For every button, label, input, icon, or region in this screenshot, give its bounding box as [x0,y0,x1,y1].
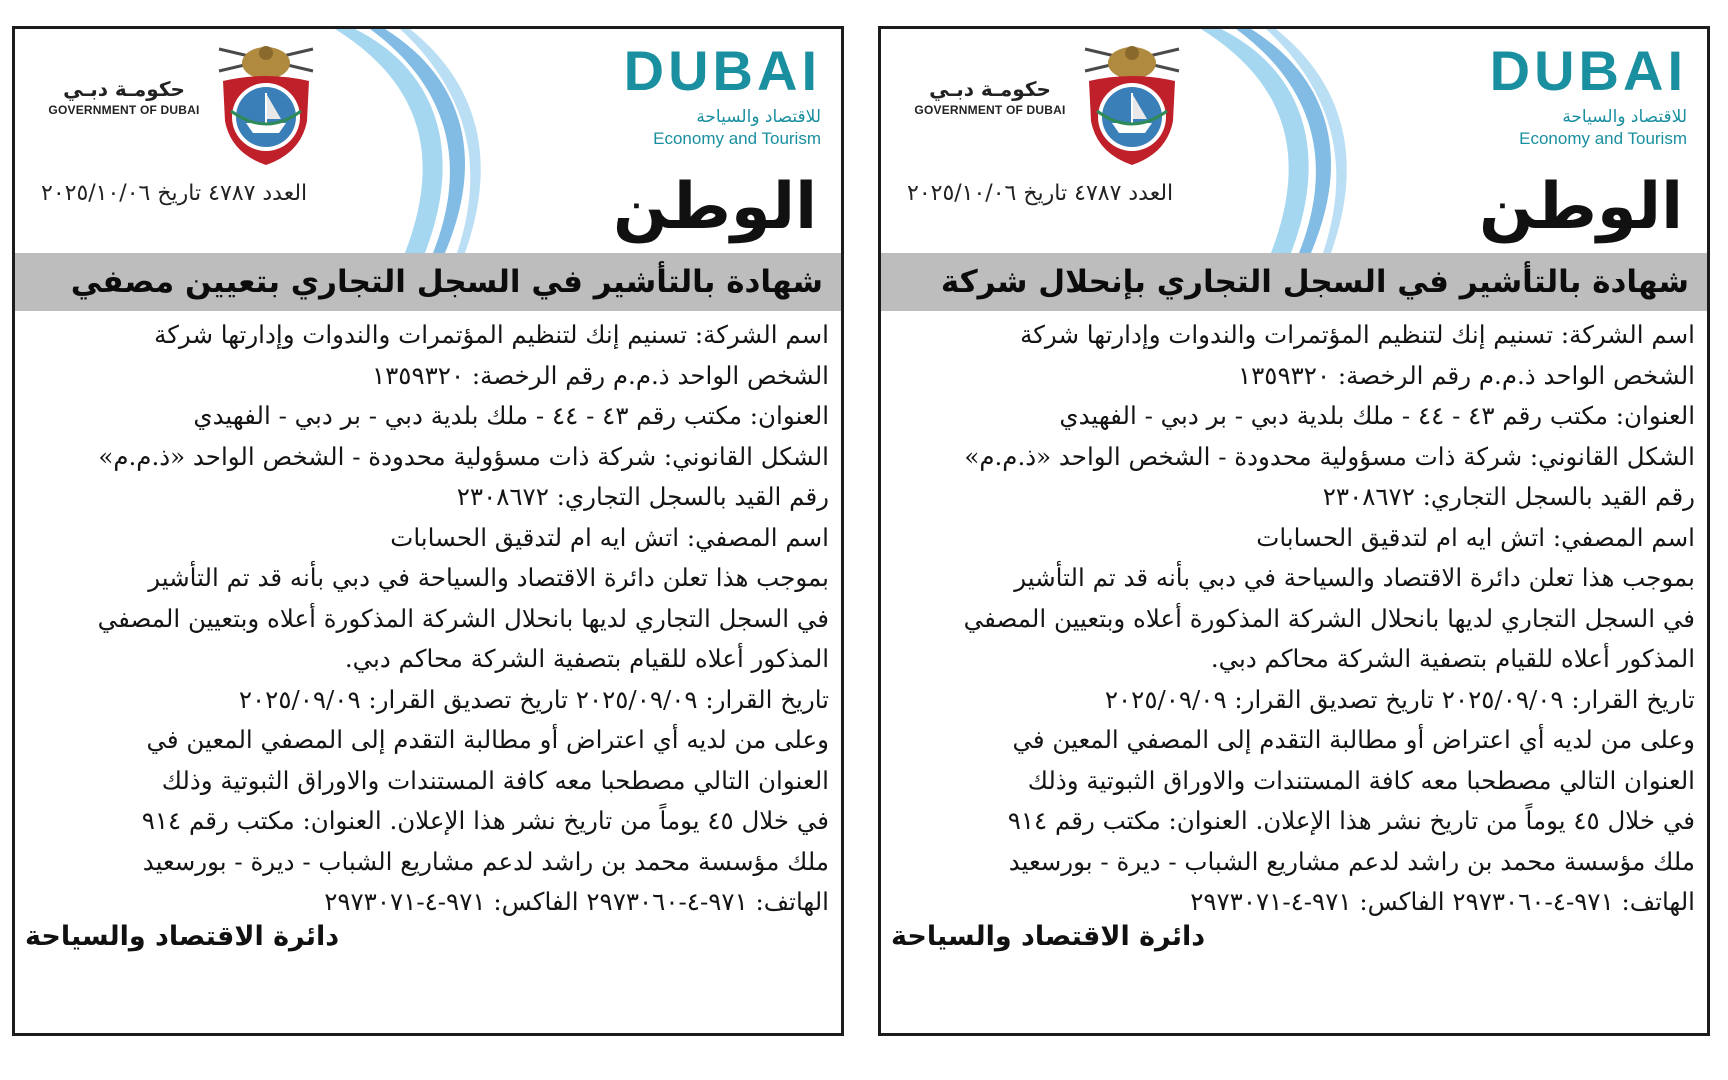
body-line: في السجل التجاري لديها بانحلال الشركة المذكورة أعلاه وبتعيين المصفي [963,603,1695,633]
body-line: وعلى من لديه أي اعتراض أو مطالبة التقدم إلى المصفي المعين في [146,725,829,754]
body-line: في السجل التجاري لديها بانحلال الشركة المذكورة أعلاه وبتعيين المصفي [97,603,829,633]
body-line: اسم الشركة: تسنيم إنك لتنظيم المؤتمرات والندوات وإدارتها شركة [154,320,829,349]
body-line: العنوان: مكتب رقم ٤٣ - ٤٤ - ملك بلدية دبي - بر دبي - الفهيدي [1059,401,1695,430]
body-line: في خلال ٤٥ يوماً من تاريخ نشر هذا الإعلان. العنوان: مكتب رقم ٩١٤ [1007,806,1695,835]
body-line: بموجب هذا تعلن دائرة الاقتصاد والسياحة في دبي بأنه قد تم التأشير [1014,563,1695,592]
body-line: الشكل القانوني: شركة ذات مسؤولية محدودة - الشخص الواحد «ذ.م.م» [98,441,829,471]
body-line: وعلى من لديه أي اعتراض أو مطالبة التقدم إلى المصفي المعين في [1012,725,1695,754]
body-line: الشخص الواحد ذ.م.م رقم الرخصة: ١٣٥٩٣٢٠ [1237,360,1695,390]
body-line: العنوان التالي مصطحبا معه كافة المستندات والاوراق الثبوتية وذلك [1027,765,1695,795]
body-line: ملك مؤسسة محمد بن راشد لدعم مشاريع الشباب - ديرة - بورسعيد [1008,846,1695,876]
body-line: بموجب هذا تعلن دائرة الاقتصاد والسياحة في دبي بأنه قد تم التأشير [148,563,829,592]
brand-english: Economy and Tourism [653,129,821,148]
body-line: اسم المصفي: اتش ايه ام لتدقيق الحسابات [1256,522,1695,552]
dubai-emblem-icon [1077,41,1187,169]
body-line: ملك مؤسسة محمد بن راشد لدعم مشاريع الشباب - ديرة - بورسعيد [142,846,829,876]
body-line: الشكل القانوني: شركة ذات مسؤولية محدودة - الشخص الواحد «ذ.م.م» [964,441,1695,471]
body-line: رقم القيد بالسجل التجاري: ٢٣٠٨٦٧٢ [1322,482,1695,511]
body-line: تاريخ القرار: ٢٠٢٥/٠٩/٠٩ تاريخ تصديق القرار: ٢٠٢٥/٠٩/٠٩ [1104,684,1695,714]
body-line: تاريخ القرار: ٢٠٢٥/٠٩/٠٩ تاريخ تصديق القرار: ٢٠٢٥/٠٩/٠٩ [238,684,829,714]
body-line: في خلال ٤٥ يوماً من تاريخ نشر هذا الإعلان. العنوان: مكتب رقم ٩١٤ [141,806,829,835]
department-signature: دائرة الاقتصاد والسياحة [891,920,1206,952]
newspaper-masthead: الوطن [1479,170,1683,244]
gov-name-arabic: حكومـة دبـي [63,77,185,101]
brand-arabic: للاقتصاد والسياحة [1562,107,1687,127]
dubai-logo: DUBAI [1489,39,1687,102]
notice-body [15,311,841,923]
brand-swoosh-graphic [315,29,495,253]
brand-arabic: للاقتصاد والسياحة [696,107,821,127]
issue-info: العدد ٤٧٨٧ تاريخ ٢٠٢٥/١٠/٠٦ [41,181,308,206]
dubai-emblem-icon [211,41,321,169]
notice-liquidator-appointment [12,26,844,1036]
dubai-logo: DUBAI [623,39,821,102]
government-of-dubai-logo [39,77,209,117]
notice-header [881,29,1707,253]
gov-name-arabic: حكومـة دبـي [929,77,1051,101]
body-line: الهاتف: ٩٧١-٤-٢٩٧٣٠٦٠ الفاكس: ٩٧١-٤-٢٩٧٣٠٧١ [324,887,829,916]
newspaper-masthead: الوطن [613,170,817,244]
body-line: الهاتف: ٩٧١-٤-٢٩٧٣٠٦٠ الفاكس: ٩٧١-٤-٢٩٧٣٠٧١ [1190,887,1695,916]
body-line: رقم القيد بالسجل التجاري: ٢٣٠٨٦٧٢ [456,482,829,511]
economy-tourism-brand [621,41,821,149]
body-line: اسم الشركة: تسنيم إنك لتنظيم المؤتمرات والندوات وإدارتها شركة [1020,320,1695,349]
economy-tourism-brand [1487,41,1687,149]
body-line: الشخص الواحد ذ.م.م رقم الرخصة: ١٣٥٩٣٢٠ [371,360,829,390]
issue-info: العدد ٤٧٨٧ تاريخ ٢٠٢٥/١٠/٠٦ [907,181,1174,206]
notice-title: شهادة بالتأشير في السجل التجاري بإنحلال شركة [881,253,1707,311]
brand-english: Economy and Tourism [1519,129,1687,148]
notice-header [15,29,841,253]
notice-company-dissolution [878,26,1710,1036]
government-of-dubai-logo [905,77,1075,117]
gov-name-english: GOVERNMENT OF DUBAI [48,103,200,117]
gov-name-english: GOVERNMENT OF DUBAI [914,103,1066,117]
notice-body [881,311,1707,923]
body-line: اسم المصفي: اتش ايه ام لتدقيق الحسابات [390,522,829,552]
brand-swoosh-graphic [1181,29,1361,253]
notice-title: شهادة بالتأشير في السجل التجاري بتعيين مصفي [15,253,841,311]
body-line: المذكور أعلاه للقيام بتصفية الشركة محاكم دبي. [1210,644,1695,673]
department-signature: دائرة الاقتصاد والسياحة [25,920,340,952]
body-line: المذكور أعلاه للقيام بتصفية الشركة محاكم دبي. [344,644,829,673]
body-line: العنوان التالي مصطحبا معه كافة المستندات والاوراق الثبوتية وذلك [161,765,829,795]
body-line: العنوان: مكتب رقم ٤٣ - ٤٤ - ملك بلدية دبي - بر دبي - الفهيدي [193,401,829,430]
